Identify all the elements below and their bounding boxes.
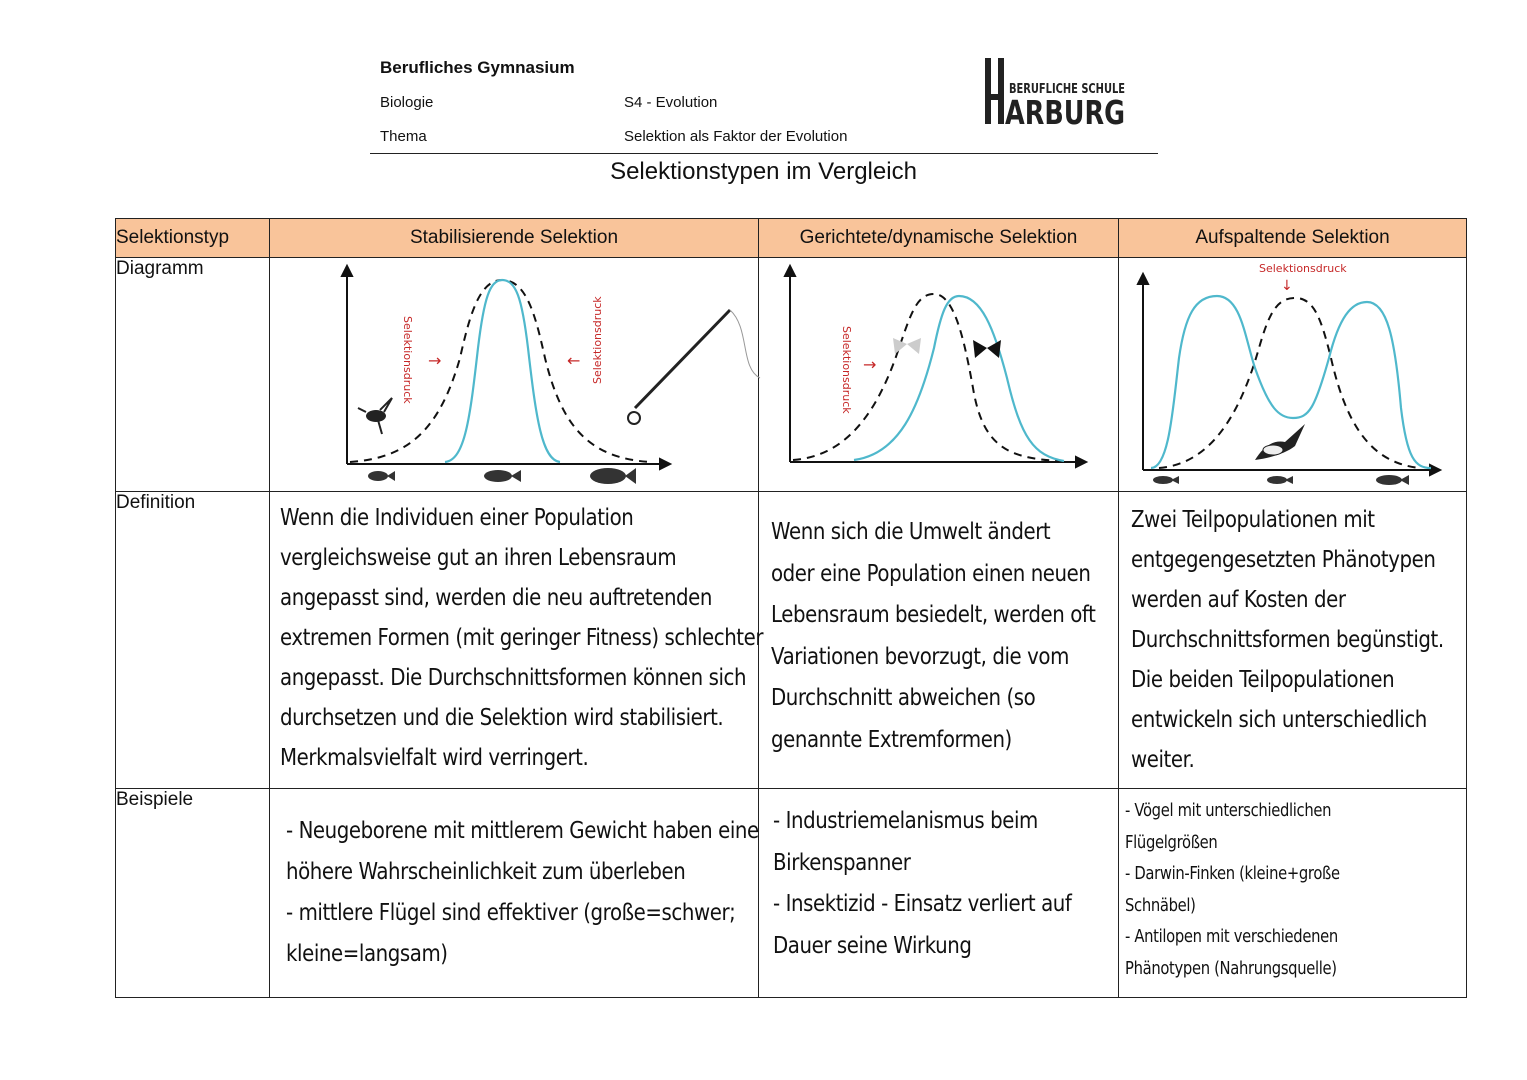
fish-small-icon xyxy=(368,471,395,481)
diagram-row xyxy=(116,258,1467,492)
text-line: - Antilopen mit verschiedenen xyxy=(1125,926,1338,947)
row-label-definition: Definition xyxy=(116,492,270,789)
seagull-icon xyxy=(1255,424,1305,460)
col-header-type: Selektionstyp xyxy=(116,219,270,258)
definition-disruptive xyxy=(1119,492,1467,789)
moth-light-icon xyxy=(893,338,921,354)
fish-medium-icon xyxy=(484,470,521,482)
text-line: Wenn sich die Umwelt ändert xyxy=(771,519,1051,545)
examples-row xyxy=(116,789,1467,998)
subject-label: Biologie xyxy=(380,94,434,111)
text-line: extremen Formen (mit geringer Fitness) schlechter xyxy=(280,625,764,651)
text-line: Durchschnittsformen begünstigt. xyxy=(1131,627,1444,653)
definition-directional-text xyxy=(771,512,1096,761)
row-label-examples: Beispiele xyxy=(116,789,270,998)
text-line: genannte Extremformen) xyxy=(771,726,1012,753)
text-line: - Darwin-Finken (kleine+große xyxy=(1125,863,1340,884)
text-line: Dauer seine Wirkung xyxy=(773,932,972,959)
pressure-arrow-left: → xyxy=(428,351,442,370)
text-line: Zwei Teilpopulationen mit xyxy=(1131,507,1375,533)
text-line: kleine=langsam) xyxy=(286,941,448,967)
chart-directional xyxy=(759,258,1118,486)
school-name: Berufliches Gymnasium xyxy=(380,58,575,77)
chart-disruptive xyxy=(1119,258,1466,486)
text-line: Phänotypen (Nahrungsquelle) xyxy=(1125,957,1337,979)
text-line: höhere Wahrscheinlichkeit zum überleben xyxy=(286,859,686,885)
pressure-label-left: Selektionsdruck xyxy=(401,316,414,404)
hummingbird-icon xyxy=(358,398,392,434)
text-line: Merkmalsvielfalt wird verringert. xyxy=(280,745,589,771)
curve-before xyxy=(350,280,650,462)
text-line: Flügelgrößen xyxy=(1125,831,1218,853)
text-line: Wenn die Individuen einer Population xyxy=(280,505,634,531)
fish-medium-icon xyxy=(1267,476,1293,484)
definition-stabilizing xyxy=(270,492,764,789)
diagram-stabilizing xyxy=(270,258,759,492)
definition-row xyxy=(116,492,1467,789)
chart-stabilizing xyxy=(270,258,758,486)
text-line: vergleichsweise gut an ihren Lebensraum xyxy=(280,545,677,571)
curve-after xyxy=(854,296,1064,461)
examples-disruptive xyxy=(1119,789,1467,998)
text-line: Lebensraum besiedelt, werden oft xyxy=(771,602,1096,628)
diagram-directional xyxy=(759,258,1119,492)
text-line: entgegengesetzten Phänotypen xyxy=(1131,547,1436,573)
text-line: Birkenspanner xyxy=(773,849,911,876)
topic-value: Selektion als Faktor der Evolution xyxy=(624,128,848,145)
text-line: Die beiden Teilpopulationen xyxy=(1131,667,1395,693)
text-line: angepasst. Die Durchschnittsformen können sich xyxy=(280,665,747,691)
row-label-diagram: Diagramm xyxy=(116,258,270,492)
text-line: angepasst sind, werden die neu auftretenden xyxy=(280,585,713,611)
text-line: - Insektizid - Einsatz verliert auf xyxy=(773,891,1072,917)
pressure-label: Selektionsdruck xyxy=(1259,262,1347,275)
diagram-disruptive xyxy=(1119,258,1467,492)
text-line: durchsetzen und die Selektion wird stabilisiert. xyxy=(280,705,724,731)
text-line: oder eine Population einen neuen xyxy=(771,560,1091,587)
text-line: - Neugeborene mit mittlerem Gewicht haben eine xyxy=(286,818,759,844)
text-line: weiter. xyxy=(1131,747,1195,773)
text-line: Schnäbel) xyxy=(1125,894,1196,916)
definition-disruptive-text xyxy=(1131,500,1444,780)
text-line: - mittlere Flügel sind effektiver (große=schwer; xyxy=(286,900,736,926)
school-logo xyxy=(985,56,1130,132)
moth-dark-icon xyxy=(973,340,1001,358)
examples-directional xyxy=(759,789,1119,998)
logo-line1: BERUFLICHE SCHULE xyxy=(1009,82,1125,97)
text-line: entwickeln sich unterschiedlich xyxy=(1131,707,1427,733)
fishing-rod-icon xyxy=(628,310,760,424)
text-line: Variationen bevorzugt, die vom xyxy=(771,643,1069,670)
curve-after xyxy=(445,280,560,462)
pressure-arrow: → xyxy=(863,355,877,374)
text-line: Durchschnitt abweichen (so xyxy=(771,685,1036,711)
text-line: werden auf Kosten der xyxy=(1131,587,1346,613)
page-title: Selektionstypen im Vergleich xyxy=(610,158,917,185)
header-row xyxy=(116,219,1467,258)
definition-stabilizing-text xyxy=(280,498,764,778)
logo-line2: ARBURG xyxy=(1005,93,1125,132)
col-header-stabilizing: Stabilisierende Selektion xyxy=(270,219,759,258)
comparison-table xyxy=(115,218,1467,998)
text-line: - Industriemelanismus beim xyxy=(773,808,1038,834)
pressure-arrow: ↓ xyxy=(1281,278,1293,294)
pressure-label: Selektionsdruck xyxy=(840,326,853,414)
pressure-arrow-right: ← xyxy=(567,351,581,370)
subject-value: S4 - Evolution xyxy=(624,94,718,111)
col-header-disruptive: Aufspaltende Selektion xyxy=(1119,219,1467,258)
fish-large-icon xyxy=(1376,475,1409,485)
fish-small-icon xyxy=(1153,476,1179,484)
topic-label: Thema xyxy=(380,128,427,145)
definition-directional xyxy=(759,492,1119,789)
examples-stabilizing-text xyxy=(286,811,759,975)
text-line: - Vögel mit unterschiedlichen xyxy=(1125,800,1332,821)
examples-stabilizing xyxy=(270,789,759,998)
pressure-label-right: Selektionsdruck xyxy=(591,296,604,384)
examples-directional-text xyxy=(773,801,1072,967)
fish-large-icon xyxy=(590,468,636,484)
col-header-directional: Gerichtete/dynamische Selektion xyxy=(759,219,1119,258)
examples-disruptive-text xyxy=(1125,795,1400,984)
